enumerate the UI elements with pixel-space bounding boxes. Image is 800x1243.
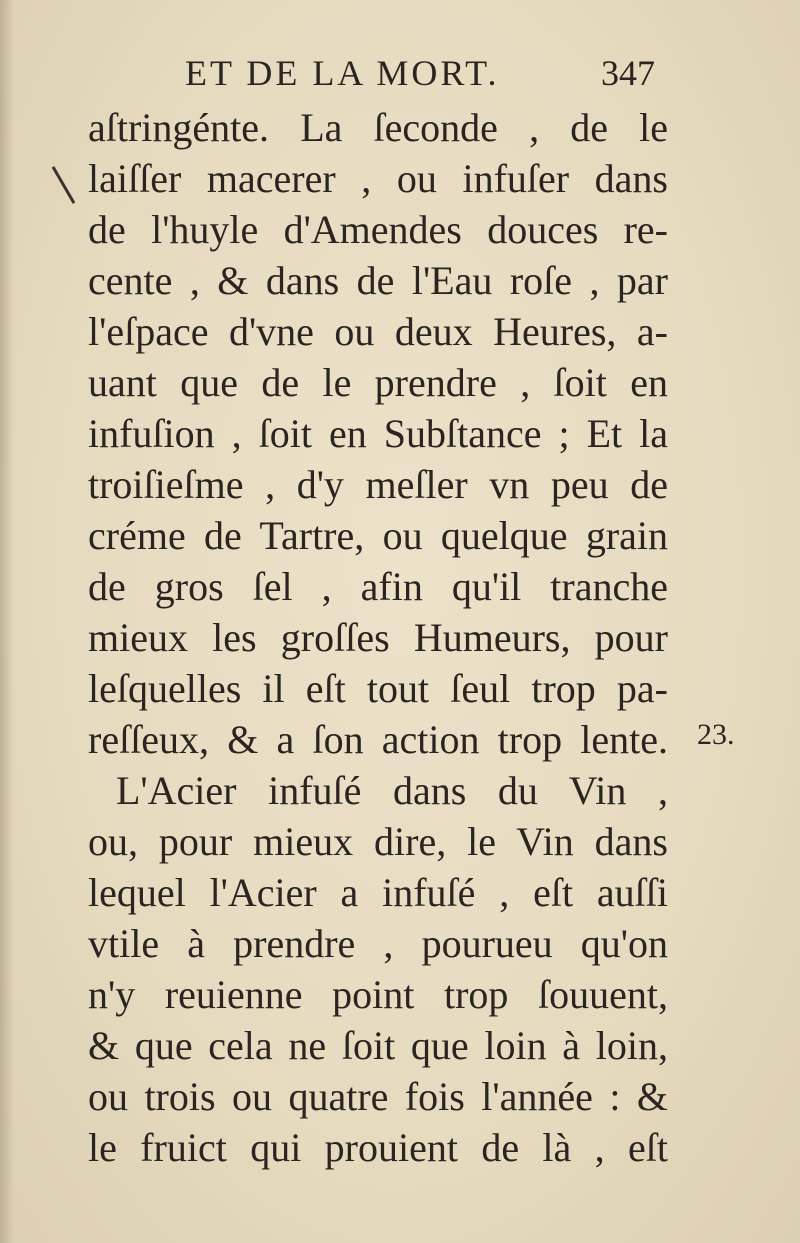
text-line: aſtringénte. La ſeconde , de le xyxy=(88,105,668,150)
running-title: ET DE LA MORT. xyxy=(185,53,500,93)
running-head xyxy=(185,52,655,102)
text-line: uant que de le prendre , ſoit en xyxy=(88,360,668,405)
text-line: le fruict qui prouient de là , eſt xyxy=(88,1125,668,1170)
text-line: de l'huyle d'Amendes douces re- xyxy=(88,207,668,252)
text-line: n'y reuienne point trop ſouuent, xyxy=(88,972,668,1017)
text-line: leſquelles il eſt tout ſeul trop pa- xyxy=(88,666,668,711)
text-line: mieux les groſſes Humeurs, pour xyxy=(88,615,668,660)
page-number: 347 xyxy=(601,53,655,93)
text-line: troiſieſme , d'y meſler vn peu de xyxy=(88,462,668,507)
text-line: de gros ſel , afin qu'il tranche xyxy=(88,564,668,609)
text-line: l'eſpace d'vne ou deux Heures, a- xyxy=(88,309,668,354)
text-line: créme de Tartre, ou quelque grain xyxy=(88,513,668,558)
text-line: laiſſer macerer , ou infuſer dans xyxy=(88,156,668,201)
text-line: infuſion , ſoit en Subſtance ; Et la xyxy=(88,411,668,456)
text-line: reſſeux, & a ſon action trop lente. xyxy=(88,717,668,762)
text-line: ou trois ou quatre fois l'année : & xyxy=(88,1074,668,1119)
margin-note-number: 23. xyxy=(697,718,735,751)
margin-mark xyxy=(52,166,76,204)
text-line: vtile à prendre , pourueu qu'on xyxy=(88,921,668,966)
body-text xyxy=(88,102,668,1173)
text-line: lequel l'Acier a infuſé , eſt auſſi xyxy=(88,870,668,915)
text-line: & que cela ne ſoit que loin à loin, xyxy=(88,1023,668,1068)
paragraph-start-line: L'Acier infuſé dans du Vin , xyxy=(116,768,668,813)
text-line: ou, pour mieux dire, le Vin dans xyxy=(88,819,668,864)
gutter-shadow xyxy=(0,0,14,1243)
text-line: cente , & dans de l'Eau roſe , par xyxy=(88,258,668,303)
